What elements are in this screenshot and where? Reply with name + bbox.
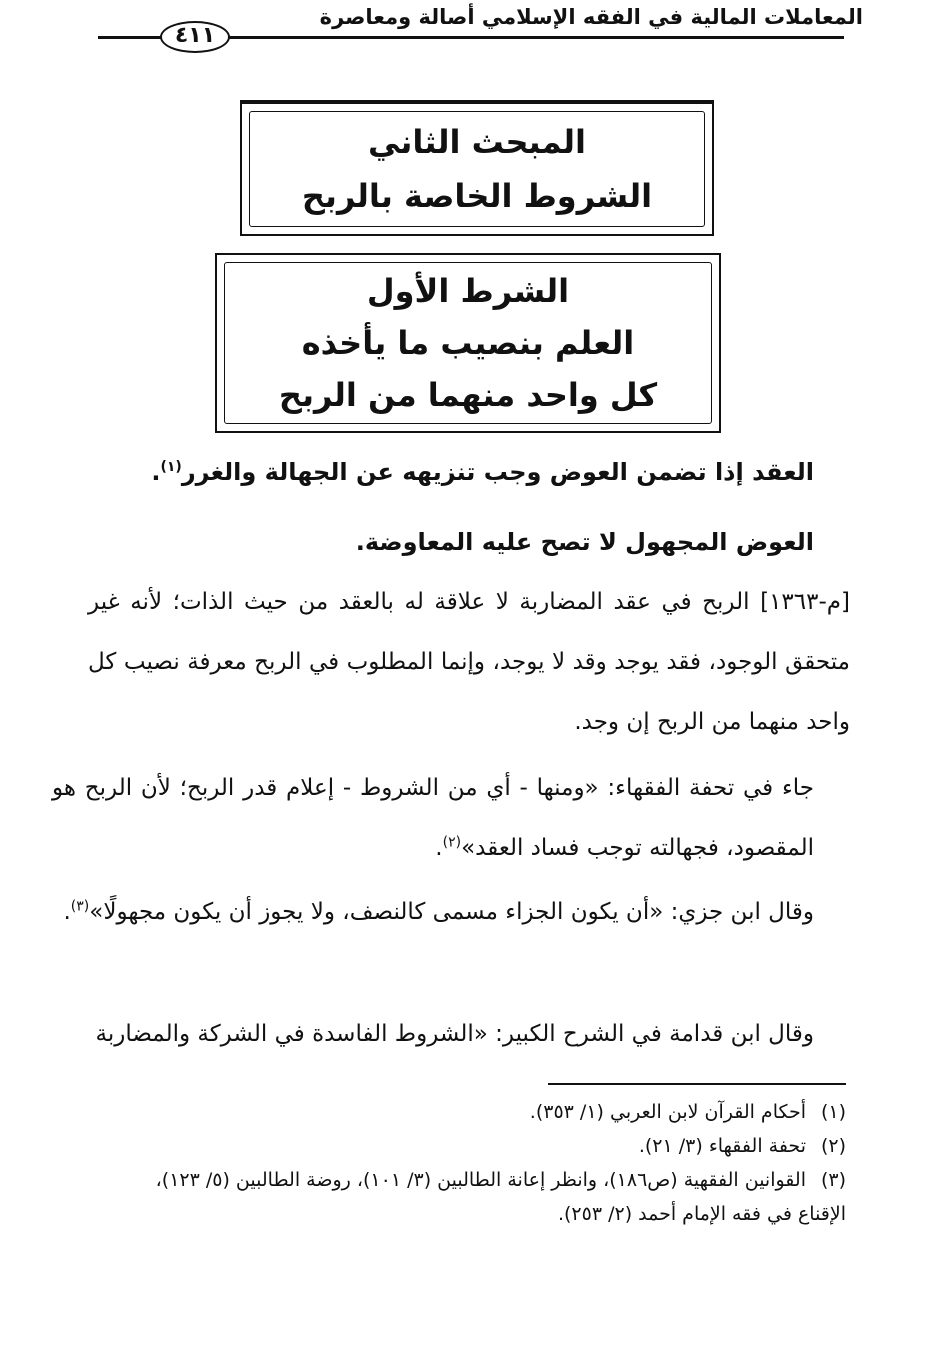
section-heading: المبحث الثاني [367,123,587,161]
paragraph-3 [88,572,850,752]
paragraph-5-text: وقال ابن جزي: «أن يكون الجزاء مسمى كالنصف، ولا يجوز أن يكون مجهولًا» [89,899,814,925]
header-rule [228,36,844,39]
paragraph-4-text: جاء في تحفة الفقهاء: «ومنها - أي من الشروط - إعلام قدر الربح؛ لأن الربح هو المقصود، فجهالته توجب فساد العقد» [52,775,814,861]
footnote-text: القوانين الفقهية (ص١٨٦)، وانظر إعانة الطالبين (٣/ ١٠١)، روضة الطالبين (٥/ ١٢٣)، [155,1169,806,1191]
footnote-number: (٣) [820,1169,846,1191]
paragraph-5 [52,882,850,942]
footnote-ref-1: (١) [160,459,182,475]
header-rule-left [98,36,162,39]
footnote-separator [548,1083,846,1085]
paragraph-2-text: العوض المجهول لا تصح عليه المعاوضة. [355,528,814,556]
condition-title-line1: العلم بنصيب ما يأخذه [301,324,635,362]
footnote-text: أحكام القرآن لابن العربي (١/ ٣٥٣). [529,1101,806,1123]
footnotes [76,1095,846,1231]
footnote-text: تحفة الفقهاء (٣/ ٢١). [638,1135,806,1157]
footnote-ref-2: (٢) [442,834,462,851]
footnote-ref-3: (٣) [70,898,90,915]
paragraph-1-end: . [151,458,161,486]
paragraph-3-text: [م-١٣٦٣] الربح في عقد المضاربة لا علاقة له بالعقد من حيث الذات؛ لأنه غير متحقق الوجود، فقد يوجد وقد لا يوجد، وإنما المطلوب في الربح معرفة نصيب كل واحد منهما من الربح إن وجد. [88,589,850,735]
paragraph-1-text: العقد إذا تضمن العوض وجب تنزيهه عن الجهالة والغرر [181,458,814,486]
paragraph-5-end: . [63,899,71,925]
section-subheading: الشروط الخاصة بالربح [301,177,653,215]
paragraph-6-text: وقال ابن قدامة في الشرح الكبير: «الشروط الفاسدة في الشركة والمضاربة [95,1021,814,1047]
running-title: المعاملات المالية في الفقه الإسلامي أصالة ومعاصرة [319,5,863,29]
paragraph-2 [52,512,850,572]
paragraph-4 [52,758,850,878]
footnote-3-continuation: الإقناع في فقه الإمام أحمد (٢/ ٢٥٣). [557,1203,846,1225]
section-title-box [240,102,714,236]
footnote-3 [76,1163,846,1197]
condition-heading: الشرط الأول [366,272,570,310]
condition-title-line2: كل واحد منهما من الربح [278,376,658,414]
paragraph-4-end: . [435,835,443,861]
footnote-number: (١) [820,1101,846,1123]
page-number: ٤١١ [160,21,230,53]
paragraph-6 [52,1004,850,1064]
condition-title-box [215,253,721,433]
footnote-number: (٢) [820,1135,846,1157]
footnote-2 [76,1129,846,1163]
footnote-1 [76,1095,846,1129]
paragraph-1 [52,442,850,502]
